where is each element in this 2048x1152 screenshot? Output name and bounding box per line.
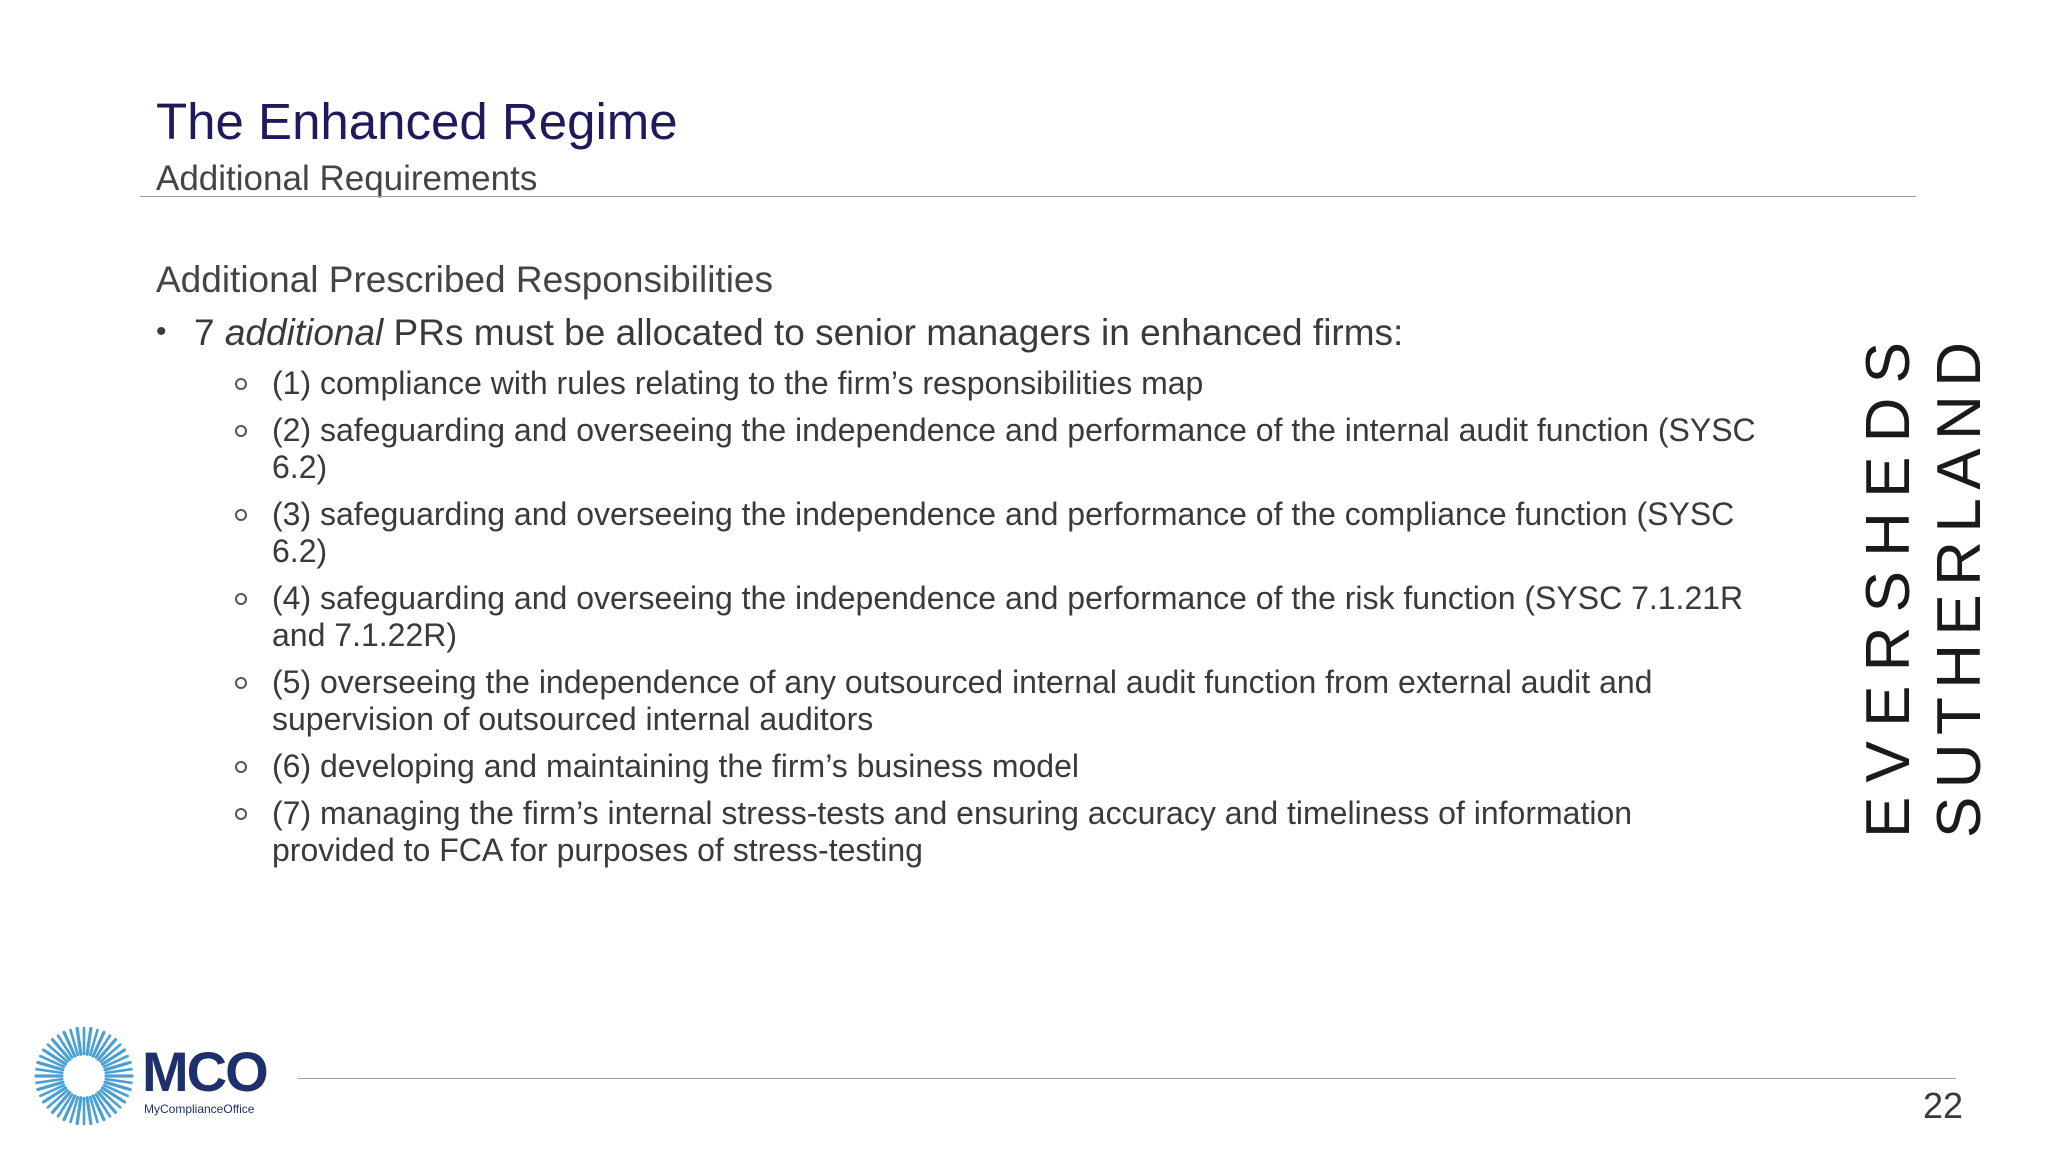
sub-bullet-item	[232, 748, 1762, 785]
logo-wordmark: MCO	[142, 1040, 267, 1103]
page-number: 22	[1922, 1085, 1963, 1126]
sub-bullet-item	[232, 496, 1762, 570]
slide-title: The Enhanced Regime	[156, 93, 678, 150]
mco-logo	[30, 1022, 280, 1132]
sub-bullet-item	[232, 412, 1762, 486]
sub-bullet-text: (6) developing and maintaining the firm’s business model	[272, 748, 1079, 784]
sub-bullet-text: (2) safeguarding and overseeing the independence and performance of the internal audit function (SYSC 6.2)	[272, 412, 1756, 485]
main-bullet	[156, 312, 1403, 355]
main-bullet-emphasis: additional	[224, 312, 384, 353]
eversheds-sutherland-logo	[1840, 335, 1994, 845]
sub-bullet-list	[232, 365, 1762, 879]
hollow-bullet-icon	[235, 425, 247, 437]
sub-bullet-item	[232, 795, 1762, 869]
section-heading: Additional Prescribed Responsibilities	[156, 259, 773, 300]
main-bullet-suffix: PRs must be allocated to senior managers in enhanced firms:	[383, 312, 1404, 353]
title-divider	[140, 196, 1916, 197]
hollow-bullet-icon	[235, 677, 247, 689]
slide-subtitle: Additional Requirements	[156, 159, 538, 198]
sub-bullet-item	[232, 580, 1762, 654]
brand-line-1: EVERSHEDS	[1854, 342, 1923, 838]
sub-bullet-item	[232, 365, 1762, 402]
hollow-bullet-icon	[235, 509, 247, 521]
sub-bullet-item	[232, 664, 1762, 738]
footer-divider	[298, 1078, 1956, 1079]
main-bullet-prefix: 7	[194, 312, 225, 353]
sub-bullet-text: (4) safeguarding and overseeing the independence and performance of the risk function (SYSC 7.1.21R and 7.1.22R)	[272, 580, 1744, 653]
brand-line-2: SUTHERLAND	[1925, 342, 1994, 838]
hollow-bullet-icon	[235, 378, 247, 390]
logo-tagline: MyComplianceOffice	[144, 1102, 255, 1116]
sub-bullet-text: (7) managing the firm’s internal stress-tests and ensuring accuracy and timeliness of information provided to FCA for purposes of stress-testing	[272, 795, 1633, 868]
bullet-dot: •	[156, 315, 167, 348]
sub-bullet-text: (1) compliance with rules relating to the firm’s responsibilities map	[272, 365, 1204, 401]
hollow-bullet-icon	[235, 808, 247, 820]
hollow-bullet-icon	[235, 761, 247, 773]
sunburst-icon	[34, 1026, 134, 1126]
sub-bullet-text: (3) safeguarding and overseeing the independence and performance of the compliance function (SYSC 6.2)	[272, 496, 1735, 569]
hollow-bullet-icon	[235, 593, 247, 605]
sub-bullet-text: (5) overseeing the independence of any outsourced internal audit function from external audit and supervision of outsourced internal auditors	[272, 664, 1653, 737]
